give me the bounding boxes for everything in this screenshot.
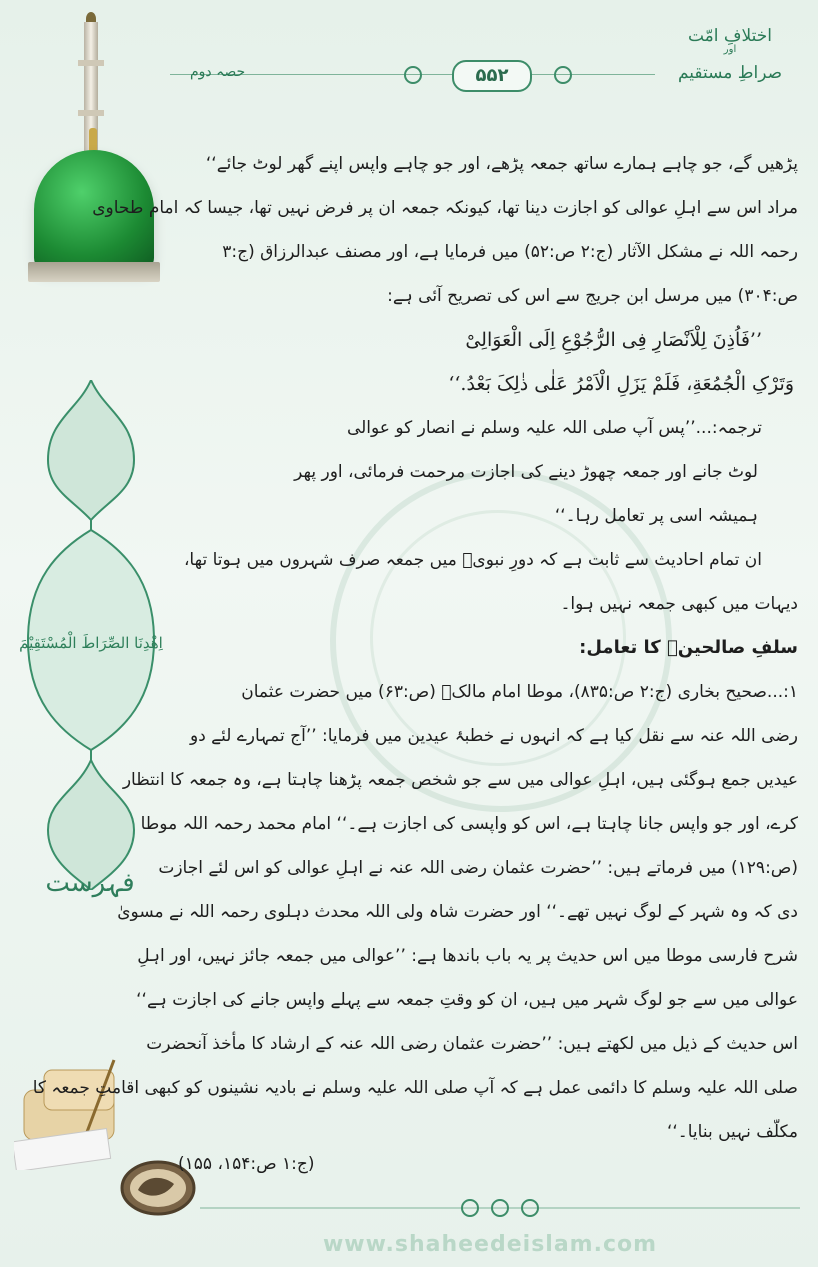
translation-line: ہمیشہ اسی پر تعامل رہا۔‘‘: [554, 506, 758, 526]
index-link[interactable]: فہرست: [45, 868, 135, 898]
text-line: ان تمام احادیث سے ثابت ہے کہ دورِ نبویؐ میں جمعہ صرف شہروں میں ہوتا تھا،: [183, 550, 762, 570]
website-link[interactable]: www.shaheedeislam.com: [322, 1232, 658, 1257]
minaret-ring: [78, 60, 104, 66]
text-line: ۱:...صحیح بخاری (ج:۲ ص:۸۳۵)، موطا امام مالکؒ (ص:۶۳) میں حضرت عثمان: [241, 682, 798, 702]
arabic-quote-line: وَتَرْکِ الْجُمُعَةِ، فَلَمْ یَزَلِ الْاَمْرُ عَلٰی ذٰلِکَ بَعْدُ.‘‘: [448, 373, 794, 395]
scroll-and-quill-image: [14, 1050, 144, 1170]
book-title: [660, 26, 800, 83]
footer-ornament: [200, 1198, 800, 1218]
ornament-text: اِهْدِنَا الصِّرَاطَ الْمُسْتَقِيْمَ: [19, 634, 163, 652]
text-line: کرے، اور جو واپس جانا چاہتا ہے، اس کو واپسی کی اجازت ہے۔‘‘ امام محمد رحمہ اللہ موطا: [140, 814, 798, 834]
text-line: (ص:۱۲۹) میں فرماتے ہیں: ’’حضرت عثمان رضی اللہ عنہ نے اہلِ عوالی کو اس لئے اجازت: [158, 858, 798, 878]
text-line: صلی اللہ علیہ وسلم کا دائمی عمل ہے کہ آپ صلی اللہ علیہ وسلم نے بادیہ نشینوں کو کبھی اقامتِ جمعہ کا: [32, 1078, 798, 1098]
translation-line: ترجمہ:...’’پس آپ صلی اللہ علیہ وسلم نے انصار کو عوالی: [346, 418, 762, 438]
text-line: رضی اللہ عنہ سے نقل کیا ہے کہ انہوں نے خطبۂ عیدین میں فرمایا: ’’آج تمہارے لئے دو: [189, 726, 798, 746]
section-heading: سلفِ صالحینؒ کا تعامل:: [579, 637, 798, 658]
text-line: عیدیں جمع ہوگئی ہیں، اہلِ عوالی میں سے جو شخص جمعہ پڑھنا چاہتا ہے، وہ جمعہ کا انتظار: [122, 770, 798, 790]
text-line: پڑھیں گے، جو چاہے ہمارے ساتھ جمعہ پڑھے، اور جو چاہے واپس اپنے گھر لوٹ جائے‘‘: [205, 154, 798, 174]
reference-citation: (ج:۱ ص:۱۵۴، ۱۵۵): [178, 1154, 315, 1174]
knot-ornament-icon: [552, 64, 574, 86]
knot-ornament-icon: [402, 64, 424, 86]
book-title-line2: صراطِ مستقیم: [677, 63, 783, 83]
arabic-quote-line: ’’فَاُذِنَ لِلْاَنْصَارِ فِی الرُّجُوْعِ اِلَی الْعَوَالِیْ: [465, 329, 762, 351]
text-line: دیہات میں کبھی جمعہ نہیں ہوا۔: [560, 594, 798, 614]
text-line: مراد اس سے اہلِ عوالی کو اجازت دینا تھا، کیونکہ جمعہ ان پر فرض نہیں تھا، جیسا کہ امام طحاوی: [92, 198, 798, 218]
translation-line: لوٹ جانے اور جمعہ چھوڑ دینے کی اجازت مرحمت فرمائی، اور پھر: [294, 462, 758, 482]
book-title-line1: اختلافِ امّت: [687, 26, 773, 46]
text-line: ص:۳۰۴) میں مرسل ابن جریج سے اس کی تصریح آئی ہے:: [387, 286, 798, 306]
text-line: شرح فارسی موطا میں اس حدیث پر یہ باب باندھا ہے: ’’عوالی میں جمعہ جائز نہیں، اور اہلِ: [137, 946, 798, 966]
page-number: ۵۵۲: [452, 60, 532, 92]
text-line: رحمہ اللہ نے مشکل الآثار (ج:۲ ص:۵۲) میں فرمایا ہے، اور مصنف عبدالرزاق (ج:۳: [222, 242, 798, 262]
part-label: حصہ دوم: [190, 64, 246, 80]
text-line: عوالی میں سے جو لوگ شہر میں ہیں، ان کو وقتِ جمعہ سے پہلے واپس جانے کی اجازت ہے‘‘: [136, 990, 798, 1010]
text-line: دی کہ وہ شہر کے لوگ نہیں تھے۔‘‘ اور حضرت شاہ ولی اللہ محدث دہلوی رحمہ اللہ نے مسویٰ: [117, 902, 798, 922]
book-title-connector: اور: [723, 44, 737, 55]
minaret-ring: [78, 110, 104, 116]
text-line: مکلّف نہیں بنایا۔‘‘: [666, 1122, 798, 1142]
dome-base: [28, 262, 160, 282]
text-line: اس حدیث کے ذیل میں لکھتے ہیں: ’’حضرت عثمان رضی اللہ عنہ کے ارشاد کا مأخذ آنحضرت: [146, 1034, 798, 1054]
